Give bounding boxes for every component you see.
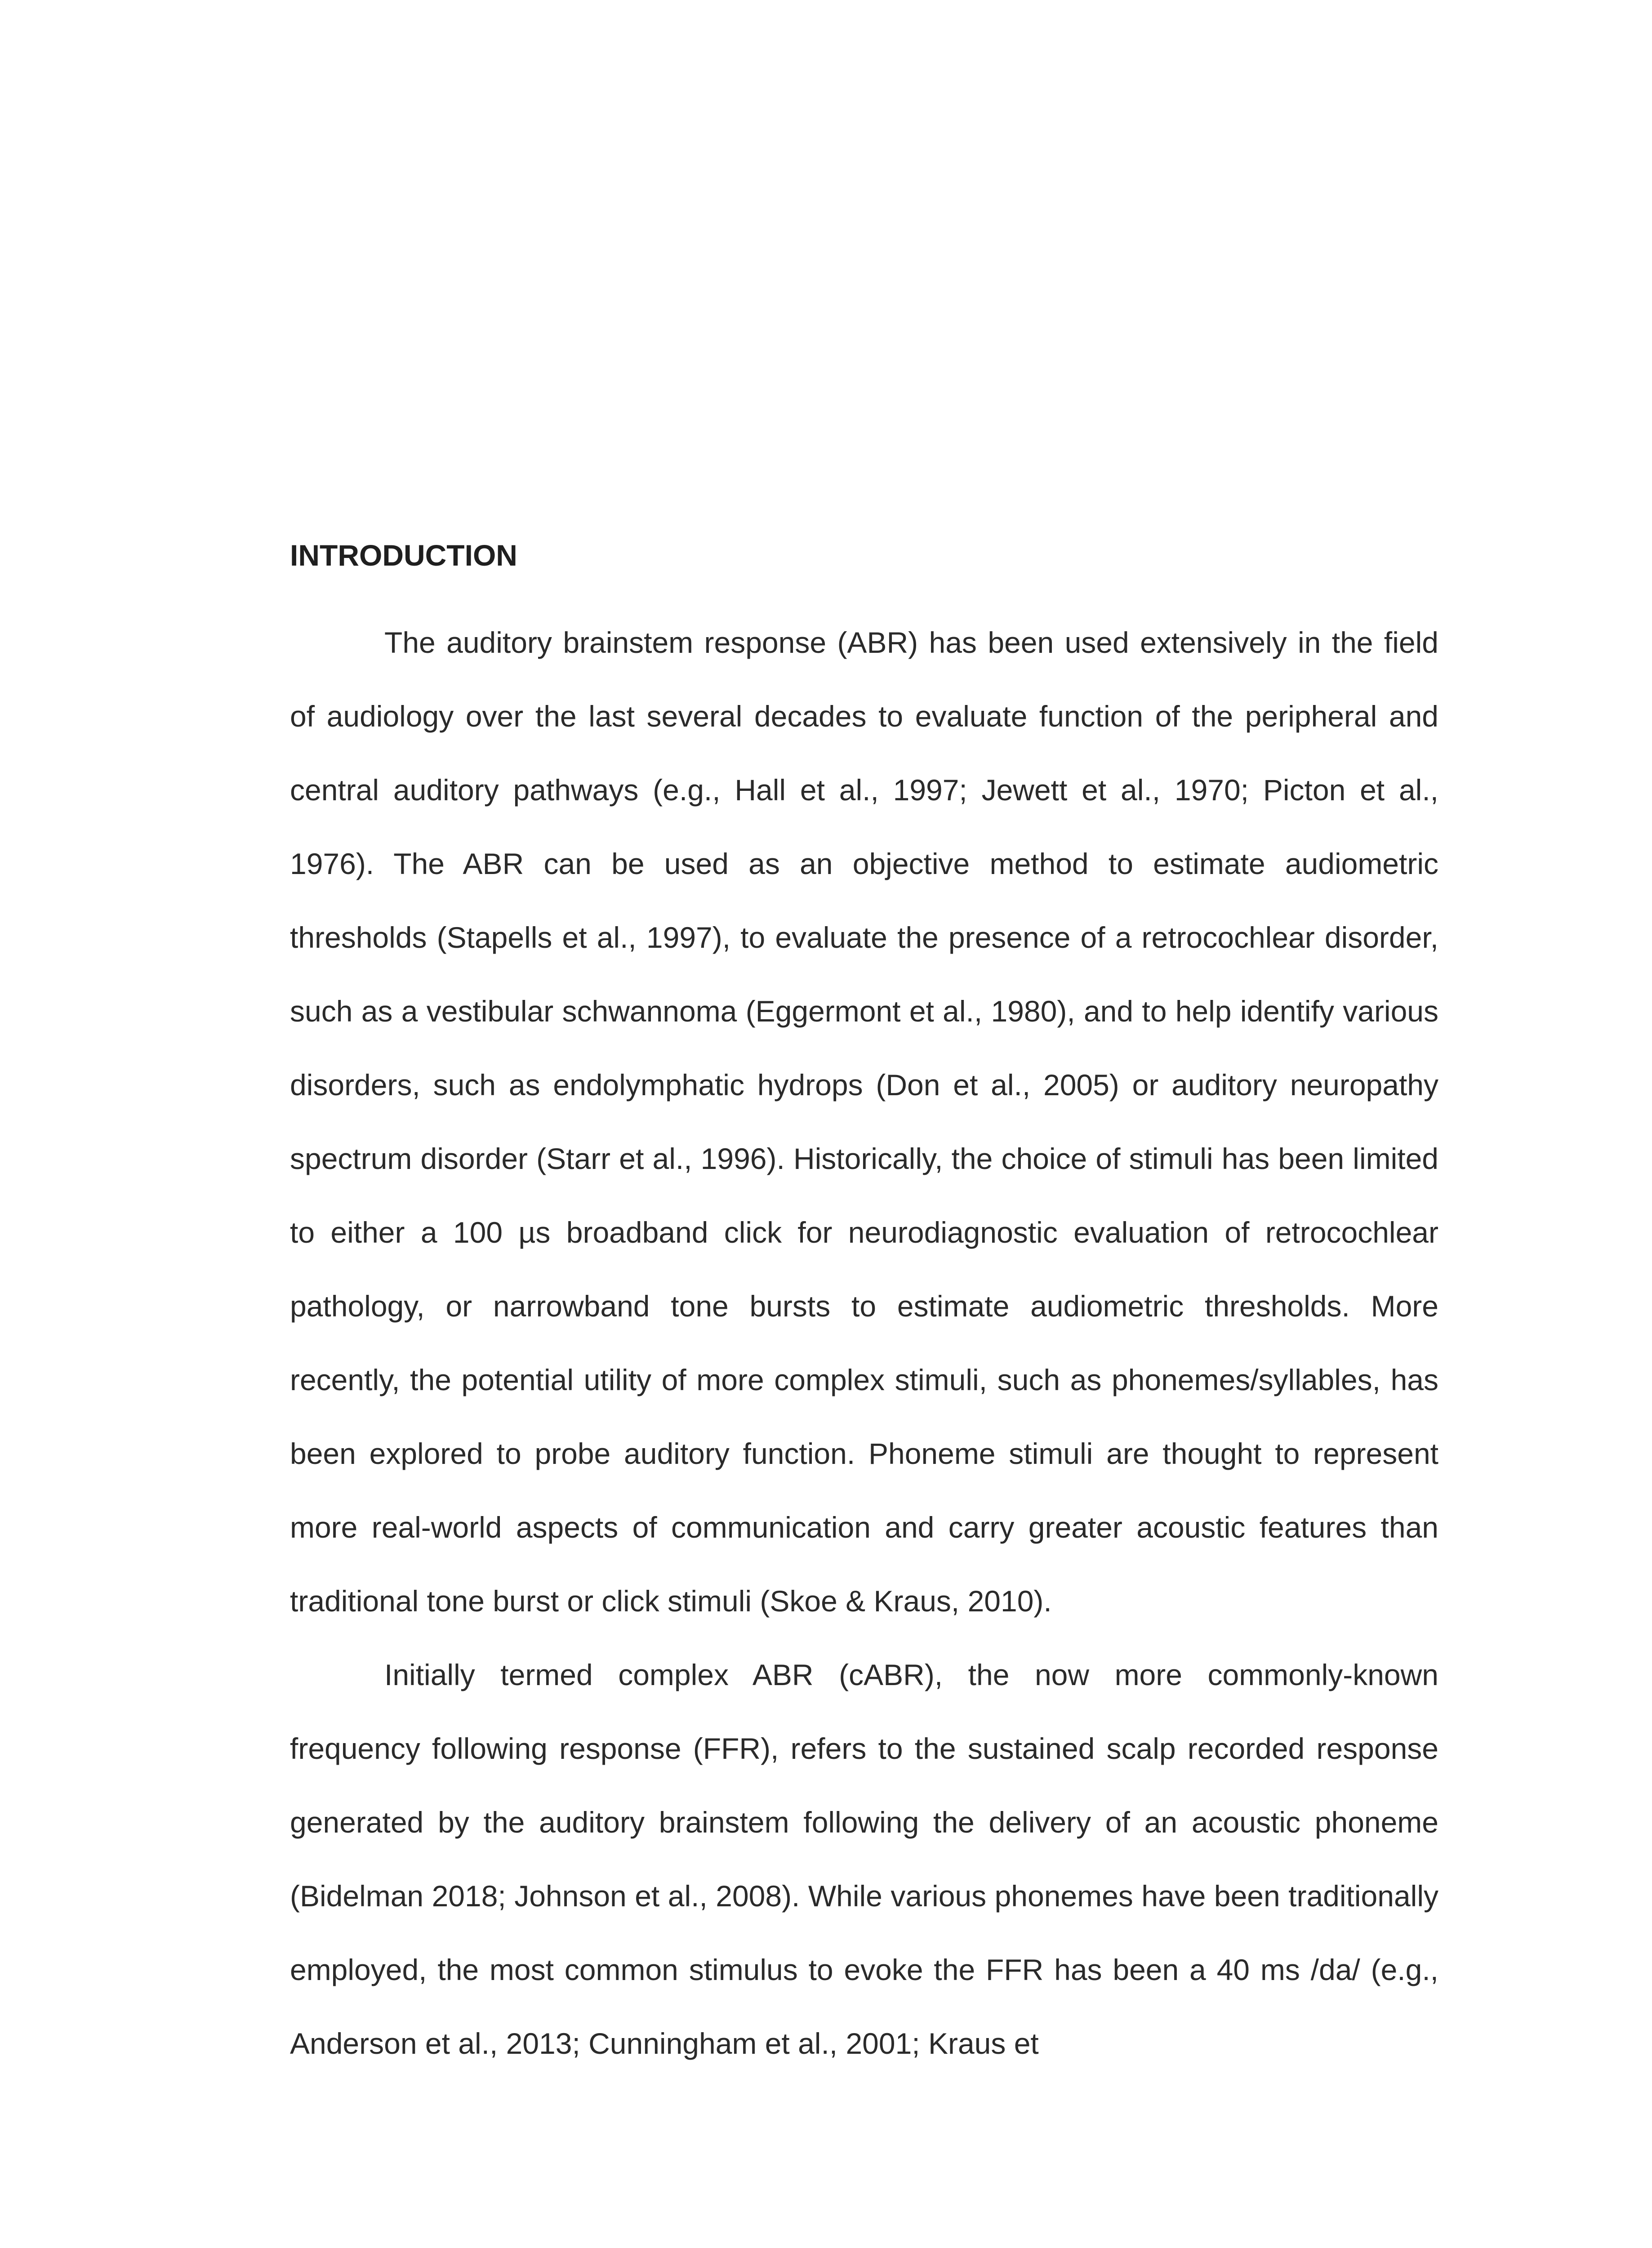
paragraph-2: Initially termed complex ABR (cABR), the now more commonly-known frequency following response (FFR), refers to the sustained scalp recorded response generated by the auditory brainstem following the delivery of an acoustic phoneme (Bidelman 2018; Johnson et al., 2008). While various phonemes have been traditionally employed, the most common stimulus to evoke the FFR has been a 40 ms /da/ (e.g., Anderson et al., 2013; Cunningham et al., 2001; Kraus et <box>290 1658 1438 2060</box>
document-body <box>290 533 1438 2080</box>
section-heading: INTRODUCTION <box>290 539 517 572</box>
paragraph-1: The auditory brainstem response (ABR) has been used extensively in the field of audiology over the last several decades to evaluate function of the peripheral and central auditory pathways (e.g., Hall et al., 1997; Jewett et al., 1970; Picton et al., 1976). The ABR can be used as an objective method to estimate audiometric thresholds (Stapells et al., 1997), to evaluate the presence of a retrocochlear disorder, such as a vestibular schwannoma (Eggermont et al., 1980), and to help identify various disorders, such as endolymphatic hydrops (Don et al., 2005) or auditory neuropathy spectrum disorder (Starr et al., 1996). Historically, the choice of stimuli has been limited to either a 100 µs broadband click for neurodiagnostic evaluation of retrocochlear pathology, or narrowband tone bursts to estimate audiometric thresholds. More recently, the potential utility of more complex stimuli, such as phonemes/syllables, has been explored to probe auditory function. Phoneme stimuli are thought to represent more real-world aspects of communication and carry greater acoustic features than traditional tone burst or click stimuli (Skoe & Kraus, 2010). <box>290 626 1438 1618</box>
